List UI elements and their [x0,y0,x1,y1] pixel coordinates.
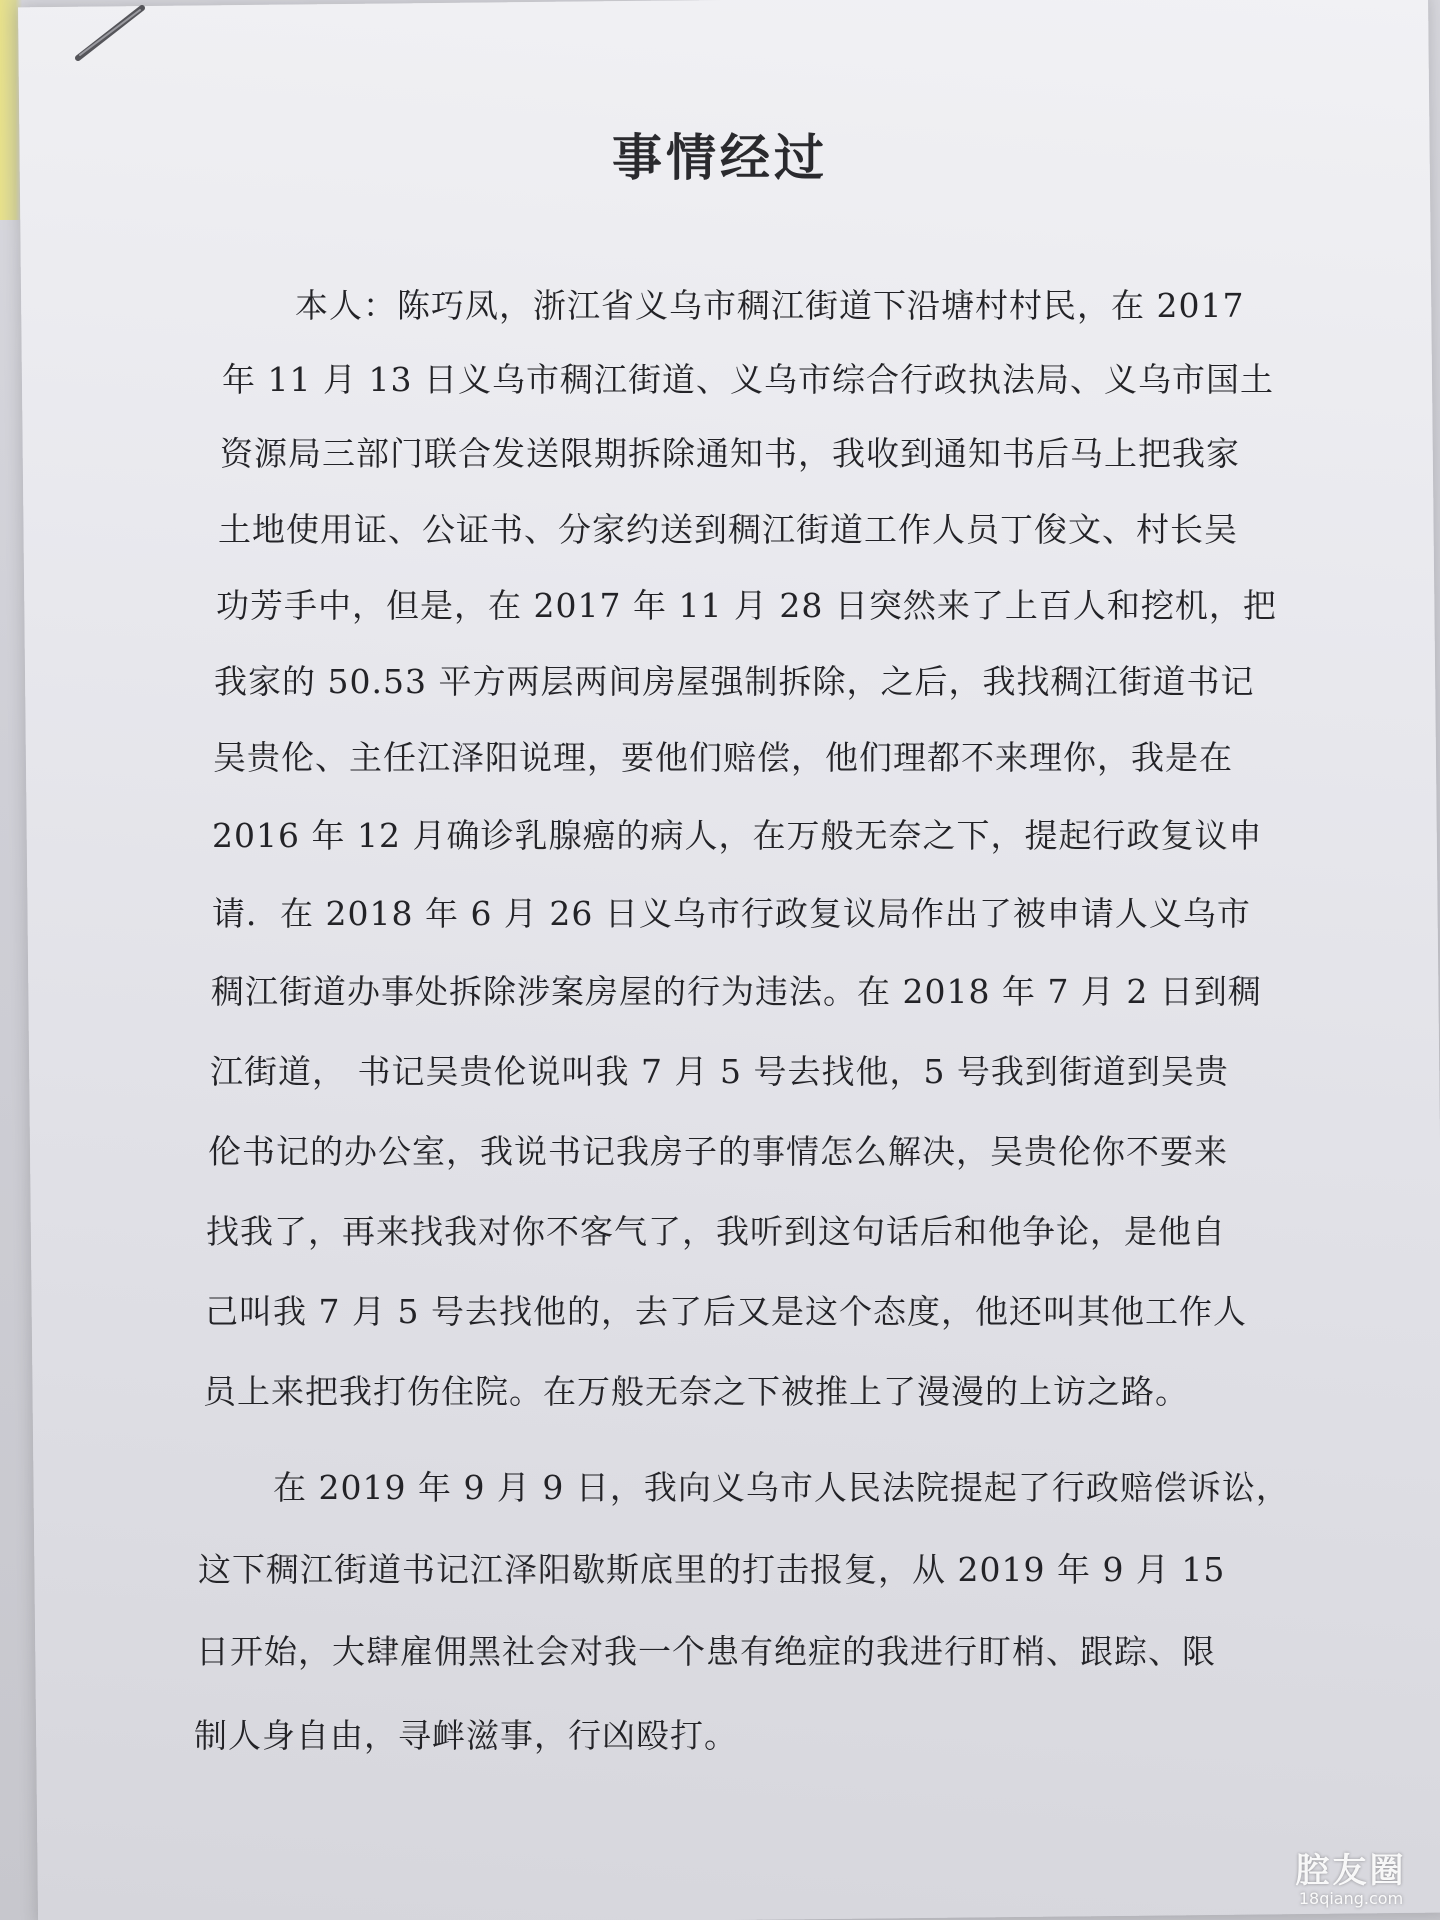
body-line: 员上来把我打伤住院。在万般无奈之下被推上了漫漫的上访之路。 [203,1372,1189,1411]
body-line: 在 2019 年 9 月 9 日，我向义乌市人民法院提起了行政赔偿诉讼， [273,1468,1290,1507]
body-line: 请．在 2018 年 6 月 26 日义乌市行政复议局作出了被申请人义乌市 [212,894,1251,933]
body-line: 吴贵伦、主任江泽阳说理，要他们赔偿，他们理都不来理你，我是在 [213,738,1233,777]
body-line: 日开始，大肆雇佣黑社会对我一个患有绝症的我进行盯梢、跟踪、限 [196,1632,1216,1671]
body-line: 我家的 50.53 平方两层两间房屋强制拆除，之后，我找稠江街道书记 [214,662,1255,701]
body-line: 这下稠江街道书记江泽阳歇斯底里的打击报复，从 2019 年 9 月 15 [198,1550,1226,1589]
body-line: 土地使用证、公证书、分家约送到稠江街道工作人员丁俊文、村长吴 [218,510,1238,549]
body-line: 稠江街道办事处拆除涉案房屋的行为违法。在 2018 年 7 月 2 日到稠 [211,972,1262,1011]
body-line: 找我了，再来找我对你不客气了，我听到这句话后和他争论，是他自 [206,1212,1226,1251]
body-line: 年 11 月 13 日义乌市稠江街道、义乌市综合行政执法局、义乌市国土 [222,360,1274,399]
body-line: 己叫我 7 月 5 号去找他的，去了后又是这个态度，他还叫其他工作人 [205,1292,1247,1331]
body-line: 功芳手中，但是，在 2017 年 11 月 28 日突然来了上百人和挖机，把 [216,586,1277,625]
body-line: 江街道， 书记吴贵伦说叫我 7 月 5 号去找他，5 号我到街道到吴贵 [210,1052,1229,1091]
body-line: 2016 年 12 月确诊乳腺癌的病人，在万般无奈之下，提起行政复议申 [212,816,1263,855]
body-line: 本人：陈巧凤，浙江省义乌市稠江街道下沿塘村村民，在 2017 [295,286,1245,325]
watermark-url: 18qiang.com [1298,1889,1404,1908]
body-line: 资源局三部门联合发送限期拆除通知书，我收到通知书后马上把我家 [220,434,1240,473]
site-watermark [1276,1852,1426,1908]
body-line: 伦书记的办公室，我说书记我房子的事情怎么解决，吴贵伦你不要来 [208,1132,1228,1171]
body-line: 制人身自由，寻衅滋事，行凶殴打。 [194,1716,738,1755]
watermark-name: 腔友圈 [1295,1851,1407,1891]
document-title: 事情经过 [612,128,828,187]
